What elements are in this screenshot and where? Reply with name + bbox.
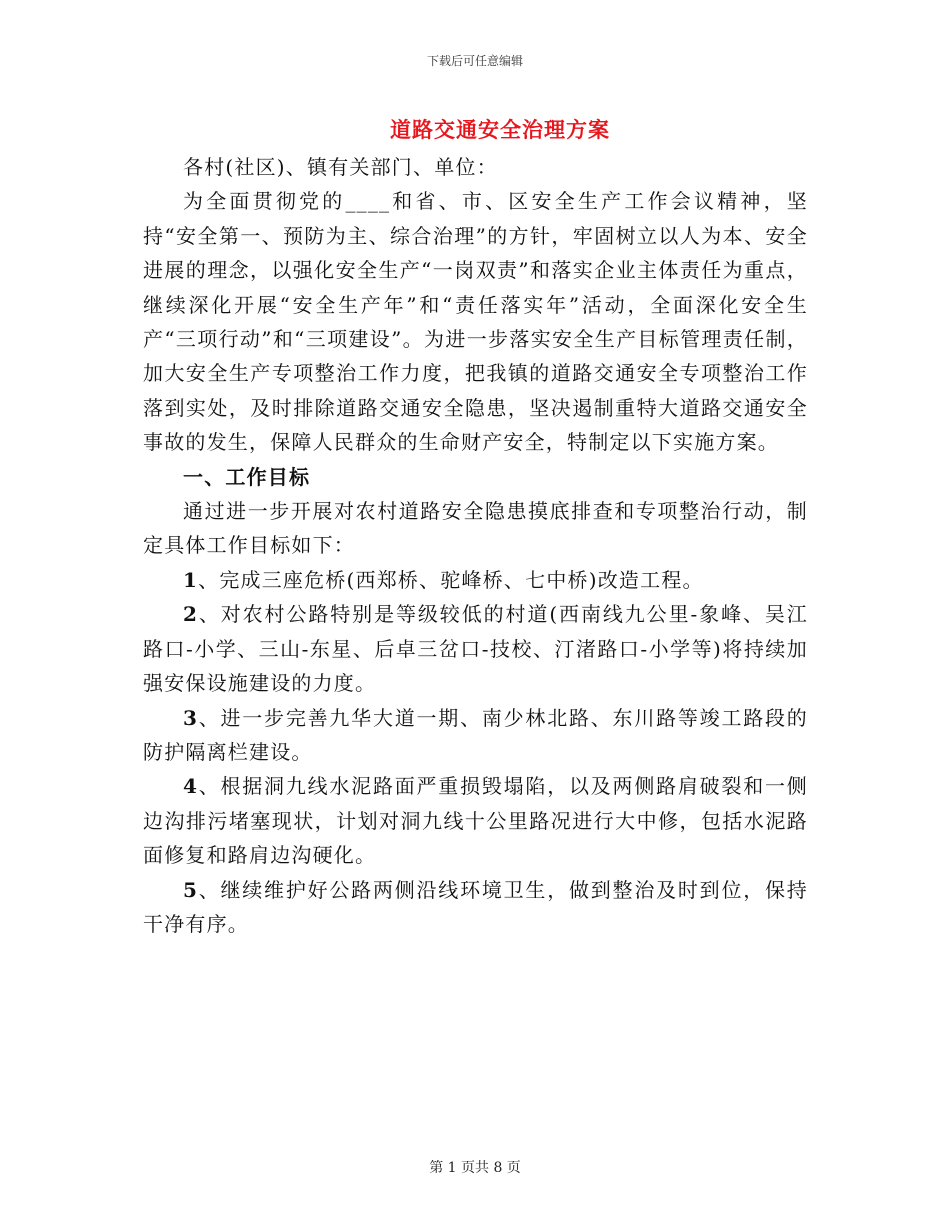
intro-paragraph: 为全面贯彻党的____和省、市、区安全生产工作会议精神，坚持“安全第一、预防为主、综合治理”的方针，牢固树立以人为本、安全进展的理念，以强化安全生产“一岗双责”和落实企业主体责任为重点，继续深化开展“安全生产年”和“责任落实年”活动，全面深化安全生产“三项行动”和“三项建设”。为进一步落实安全生产目标管理责任制，加大安全生产专项整治工作力度，把我镇的道路交通安全专项整治工作落到实处，及时排除道路交通安全隐患，坚决遏制重特大道路交通安全事故的发生，保障人民群众的生命财产安全，特制定以下实施方案。: [143, 189, 808, 455]
goal-number: 5: [183, 877, 199, 902]
document-body: [143, 150, 808, 941]
goal-number: 3: [183, 705, 199, 730]
goal-text: 、完成三座危桥(西郑桥、驼峰桥、七中桥)改造工程。: [198, 567, 704, 592]
goal-text: 、根据洞九线水泥路面严重损毁塌陷，以及两侧路肩破裂和一侧边沟排污堵塞现状，计划对洞九线十公里路况进行大中修，包括水泥路面修复和路肩边沟硬化。: [143, 774, 808, 868]
section-heading: 一、工作目标: [183, 464, 311, 489]
header-note: 下载后可任意编辑: [426, 54, 523, 68]
goal-item: [143, 597, 808, 700]
goal-item: [143, 873, 808, 942]
document-title: 道路交通安全治理方案: [390, 117, 610, 142]
goal-item: [143, 563, 808, 597]
page-footer: 第 1 页共 8 页: [429, 1160, 521, 1176]
goal-number: 4: [183, 774, 199, 799]
goal-item: [143, 769, 808, 872]
section-intro: 通过进一步开展对农村道路安全隐患摸底排查和专项整治行动，制定具体工作目标如下：: [143, 499, 808, 558]
goal-text: 、继续维护好公路两侧沿线环境卫生，做到整治及时到位，保持干净有序。: [143, 877, 808, 936]
salutation: 各村(社区)、镇有关部门、单位：: [183, 155, 498, 179]
goal-item: [143, 701, 808, 770]
goal-text: 、对农村公路特别是等级较低的村道(西南线九公里-象峰、吴江路口-小学、三山-东星、后卓三岔口-技校、汀渚路口-小学等)将持续加强安保设施建设的力度。: [143, 602, 808, 696]
goal-number: 1: [183, 567, 199, 592]
goal-text: 、进一步完善九华大道一期、南少林北路、东川路等竣工路段的防护隔离栏建设。: [143, 705, 808, 764]
goal-number: 2: [183, 602, 199, 627]
